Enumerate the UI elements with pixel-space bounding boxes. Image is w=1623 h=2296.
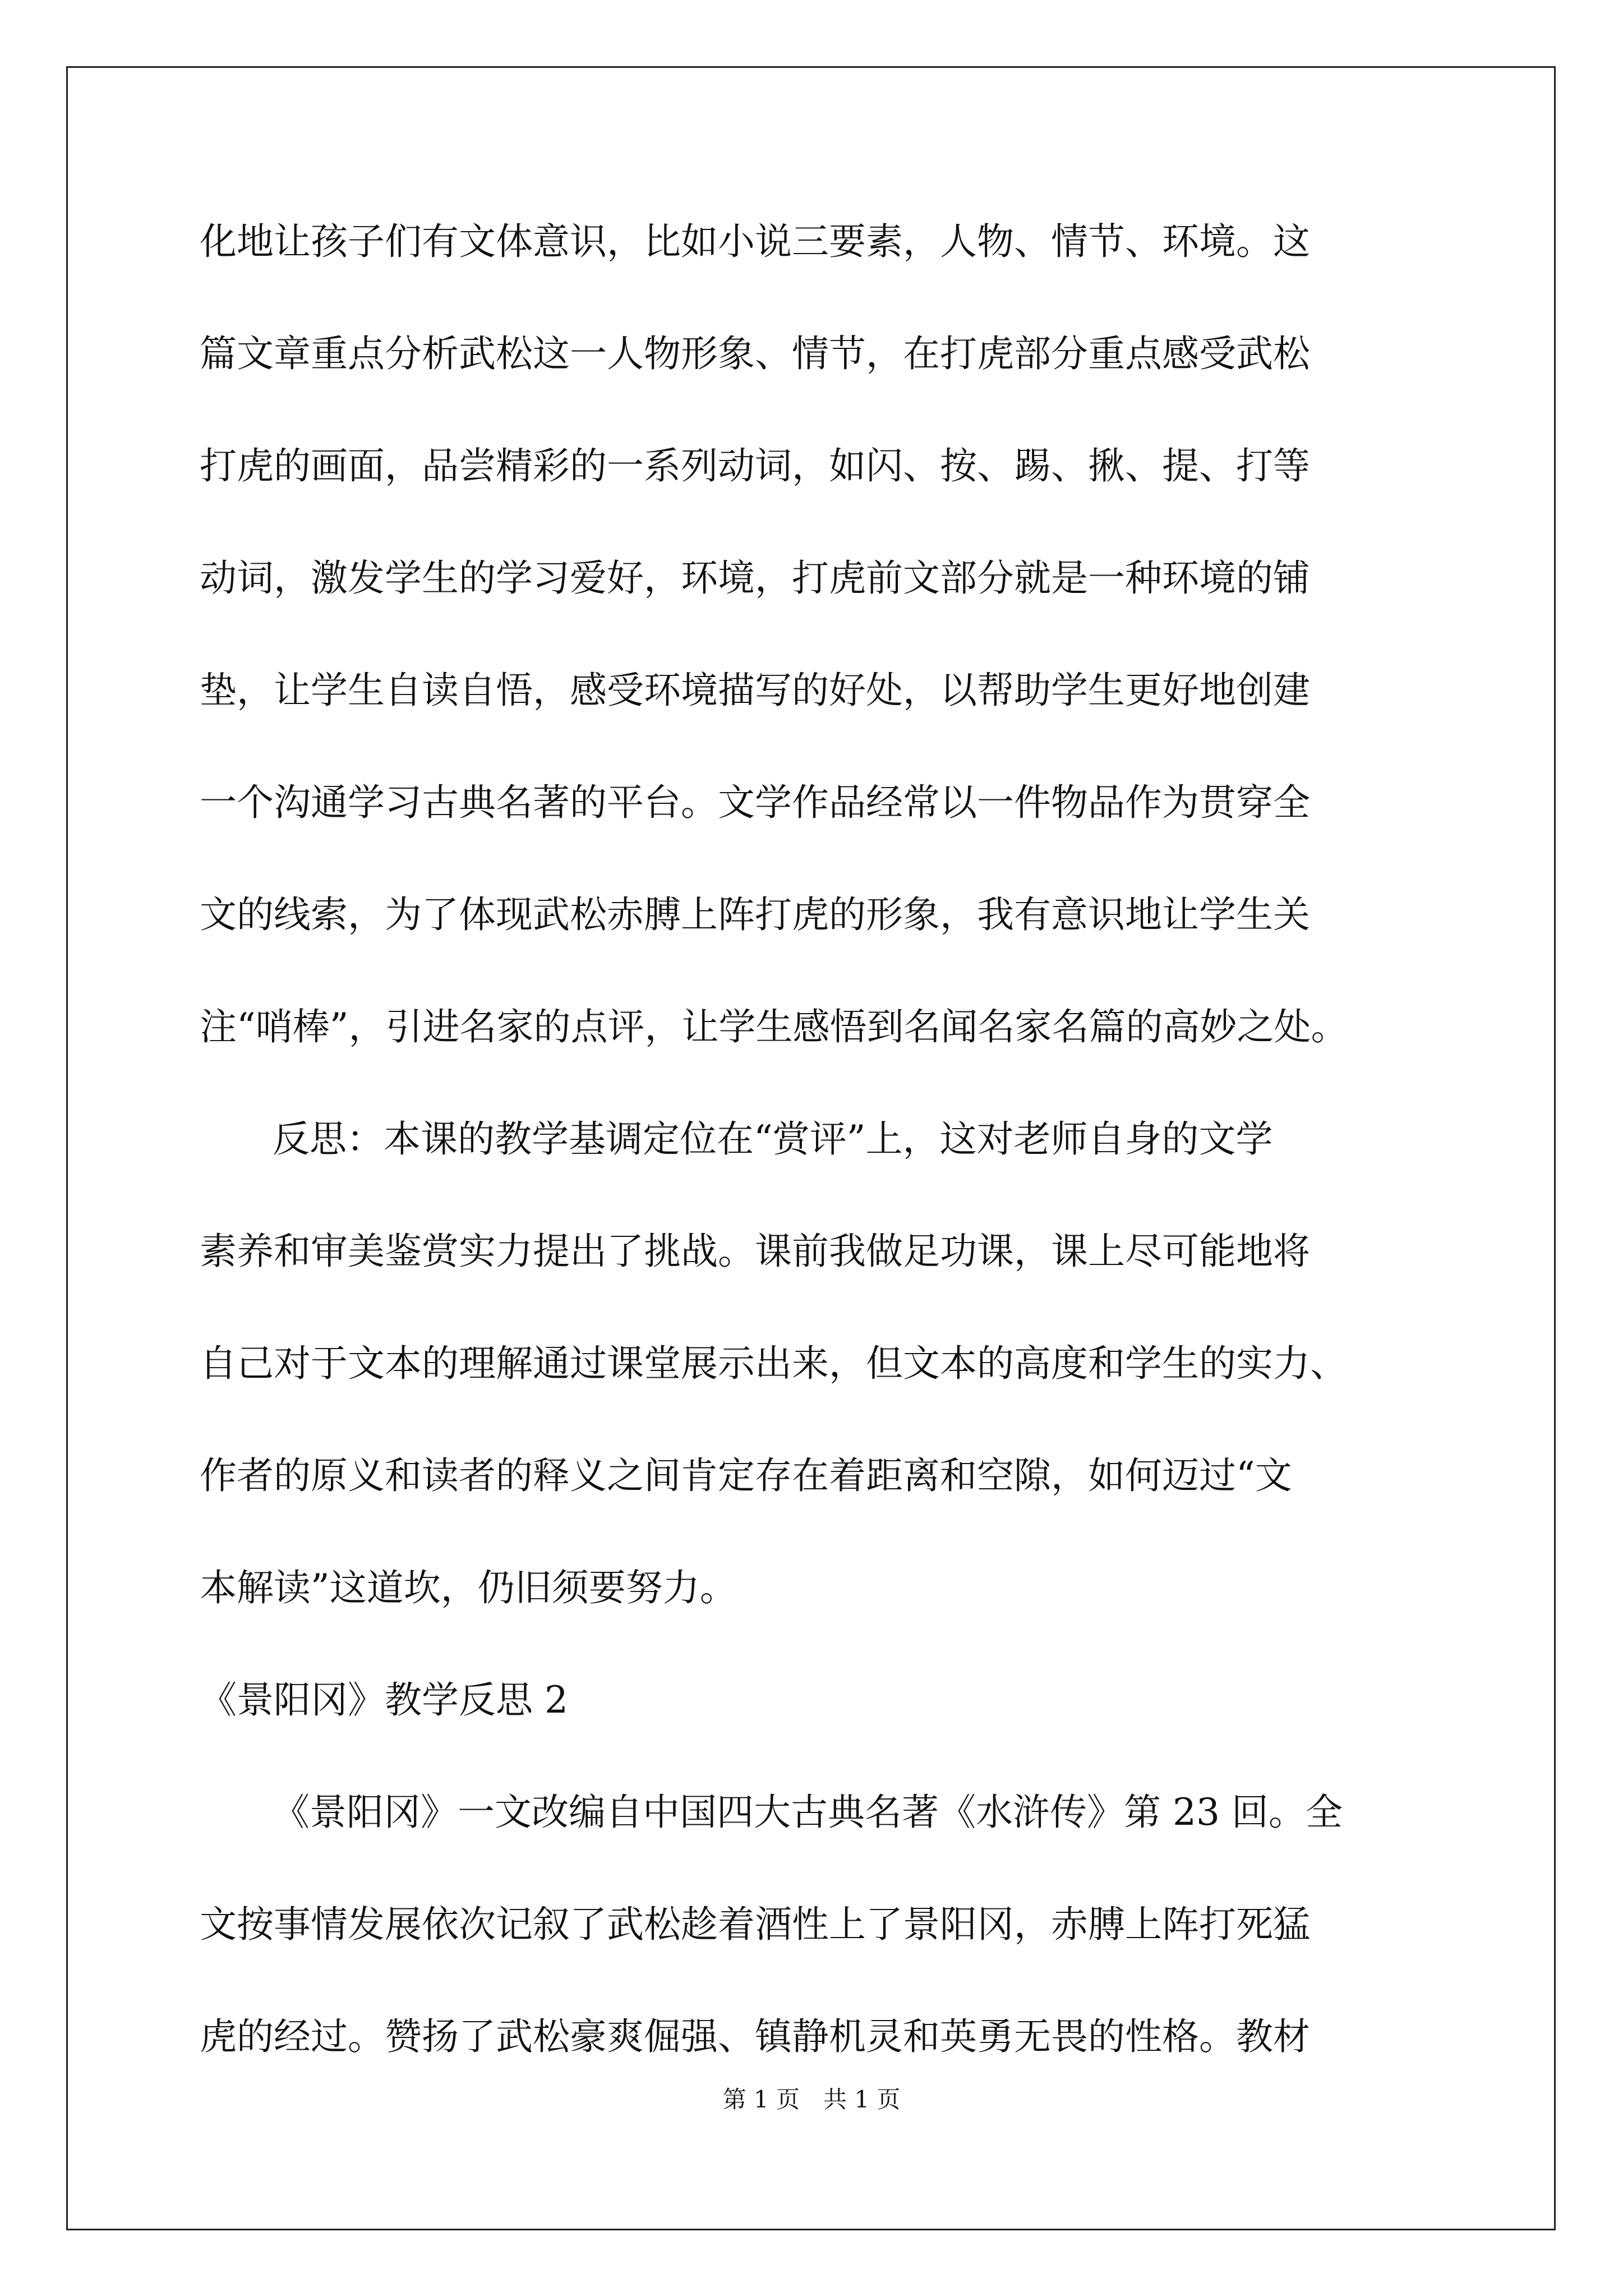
paragraph-start-line: 反思：本课的教学基调定位在“赏评”上，这对老师自身的文学 xyxy=(273,1117,1273,1161)
body-line: 文的线索，为了体现武松赤膊上阵打虎的形象，我有意识地让学生关 xyxy=(200,893,1310,936)
body-line: 素养和审美鉴赏实力提出了挑战。课前我做足功课，课上尽可能地将 xyxy=(200,1230,1310,1273)
body-line: 作者的原义和读者的释义之间肯定存在着距离和空隙，如何迈过“文 xyxy=(200,1454,1292,1497)
paragraph-start-line: 《景阳冈》一文改编自中国四大古典名著《水浒传》第 23 回。全 xyxy=(273,1791,1343,1834)
body-line: 动词，激发学生的学习爱好，环境，打虎前文部分就是一种环境的铺 xyxy=(200,556,1310,600)
body-line: 垫，让学生自读自悟，感受环境描写的好处，以帮助学生更好地创建 xyxy=(200,669,1310,712)
section-heading: 《景阳冈》教学反思 2 xyxy=(200,1678,568,1722)
body-line: 文按事情发展依次记叙了武松趁着酒性上了景阳冈，赤膊上阵打死猛 xyxy=(200,1903,1310,1946)
body-line: 篇文章重点分析武松这一人物形象、情节，在打虎部分重点感受武松 xyxy=(200,332,1310,375)
page-number-footer: 第 1 页 共 1 页 xyxy=(722,2086,901,2113)
body-line: 注“哨棒”，引进名家的点评，让学生感悟到名闻名家名篇的高妙之处。 xyxy=(200,1005,1348,1048)
body-line: 虎的经过。赞扬了武松豪爽倔强、镇静机灵和英勇无畏的性格。教材 xyxy=(200,2015,1310,2058)
body-line: 化地让孩子们有文体意识，比如小说三要素，人物、情节、环境。这 xyxy=(200,220,1310,263)
body-line: 自己对于文本的理解通过课堂展示出来，但文本的高度和学生的实力、 xyxy=(200,1342,1347,1385)
body-line: 本解读”这道坎，仍旧须要努力。 xyxy=(200,1566,737,1609)
body-line: 一个沟通学习古典名著的平台。文学作品经常以一件物品作为贯穿全 xyxy=(200,781,1310,824)
body-line: 打虎的画面，品尝精彩的一系列动词，如闪、按、踢、揪、提、打等 xyxy=(200,444,1310,487)
